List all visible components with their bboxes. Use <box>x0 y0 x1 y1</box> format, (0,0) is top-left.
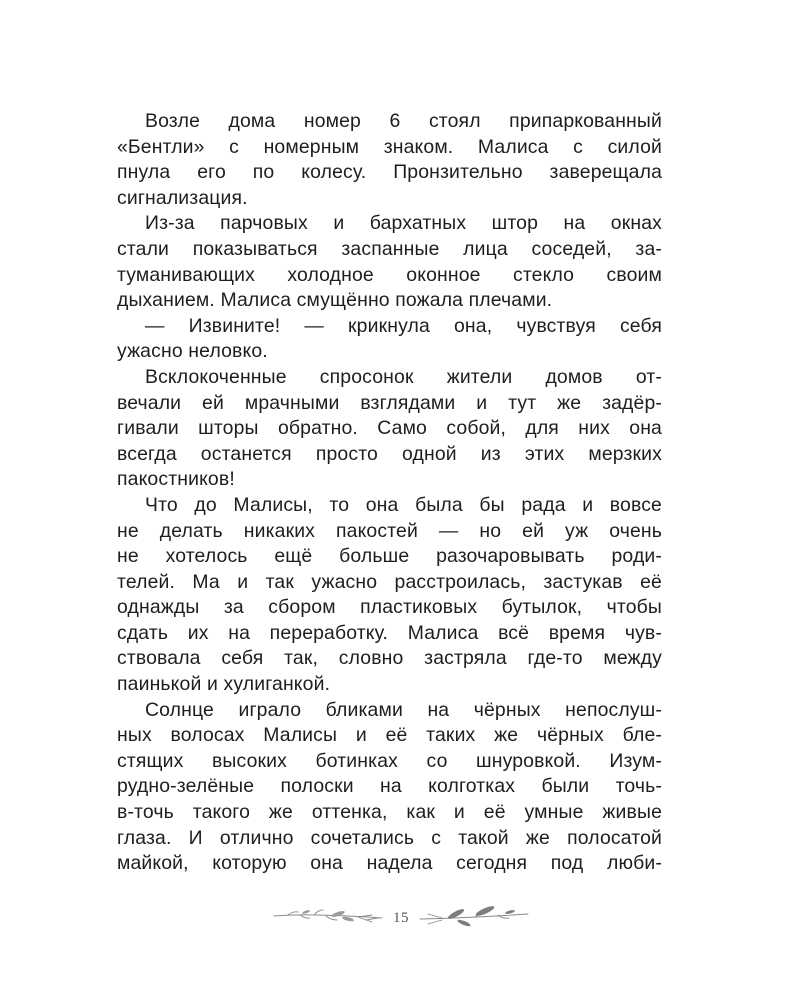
text-line: ствовала себя так, словно застряла где-то между <box>117 647 662 670</box>
text-line: Что до Малисы, то она была бы рада и вовсе <box>145 493 662 516</box>
text-line: гивали шторы обратно. Само собой, для них она <box>117 417 662 440</box>
text-line: дыханием. Малиса смущённо пожала плечами. <box>117 289 553 312</box>
text-line: ных волосах Малисы и её таких же чёрных бле- <box>117 724 662 747</box>
text-line: телей. Ма и так ужасно расстроилась, застукав её <box>117 570 662 593</box>
paragraph-3 <box>117 314 662 365</box>
paragraph-2 <box>117 211 662 313</box>
text-line: не хотелось ещё больше разочаровывать роди- <box>117 545 662 568</box>
body-text <box>117 109 662 877</box>
text-line: в-точь такого же оттенка, как и её умные живые <box>117 801 662 824</box>
text-line: сдать их на переработку. Малиса всё время чув- <box>117 621 662 644</box>
text-line: Из-за парчовых и бархатных штор на окнах <box>145 212 662 235</box>
text-line: майкой, которую она надела сегодня под люби- <box>117 852 662 875</box>
text-line: пакостников! <box>117 468 235 491</box>
text-line: рудно-зелёные полоски на колготках были точь- <box>117 775 662 798</box>
text-line: всегда останется просто одной из этих мерзких <box>117 442 662 465</box>
text-line: Возле дома номер 6 стоял припаркованный <box>145 110 662 132</box>
text-line: «Бентли» с номерным знаком. Малиса с силой <box>117 135 662 158</box>
text-line: Всклокоченные спросонок жители домов от- <box>145 365 662 388</box>
text-line: стали показываться заспанные лица соседей, за- <box>117 237 662 260</box>
paragraph-1 <box>117 109 662 211</box>
text-line: пнула его по колесу. Пронзительно заверещала <box>117 161 662 184</box>
page-footer <box>270 902 530 938</box>
text-line: туманивающих холодное оконное стекло своим <box>117 263 662 286</box>
text-line: однажды за сбором пластиковых бутылок, чтобы <box>117 596 662 619</box>
text-line: глаза. И отлично сочетались с такой же полосатой <box>117 826 662 849</box>
paragraph-4 <box>117 365 662 493</box>
text-line: паинькой и хулиганкой. <box>117 673 331 696</box>
text-line: — Извините! — крикнула она, чувствуя себя <box>145 314 662 337</box>
text-line: сигнализация. <box>117 186 248 209</box>
text-line: ужасно неловко. <box>117 340 268 363</box>
text-line: вечали ей мрачными взглядами и тут же задёр- <box>117 391 662 414</box>
text-line: Солнце играло бликами на чёрных непослуш- <box>145 698 662 721</box>
text-line: не делать никаких пакостей — но ей уж очень <box>117 519 662 542</box>
paragraph-6 <box>117 698 662 877</box>
paragraph-5 <box>117 493 662 698</box>
text-line: стящих высоких ботинках со шнуровкой. Изум- <box>117 749 662 772</box>
page-number: 15 <box>393 910 409 926</box>
